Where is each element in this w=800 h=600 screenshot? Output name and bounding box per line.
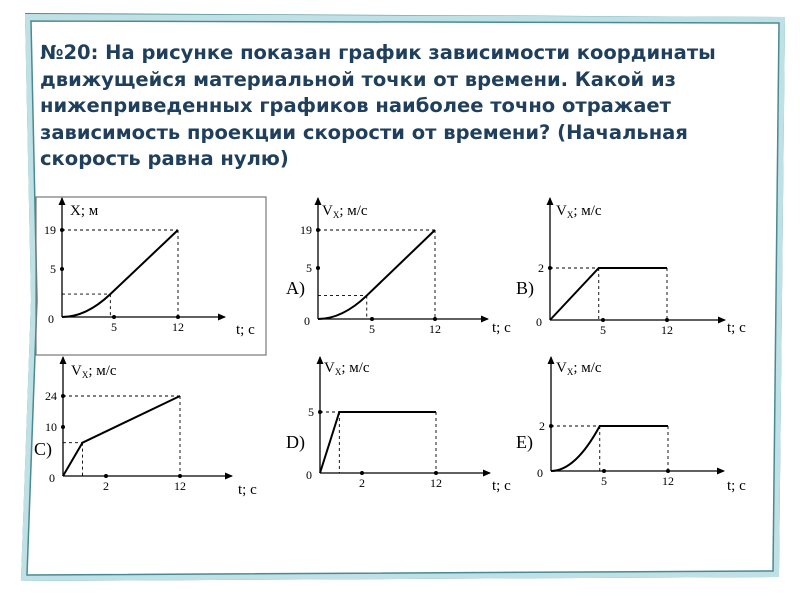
y-tick-dot	[548, 266, 552, 270]
option-label: C)	[34, 439, 52, 459]
y-tick-dot	[61, 425, 65, 429]
x-tick-dot	[602, 469, 606, 473]
x-tick-label: 5	[369, 322, 375, 336]
option-label: E)	[516, 432, 533, 452]
x-tick-dot	[178, 474, 182, 478]
x-tick-label: 12	[661, 323, 673, 337]
y-tick-label: 10	[45, 420, 57, 434]
x-tick-dot	[601, 318, 605, 322]
x-tick-label: 12	[172, 320, 184, 334]
x-tick-dot	[360, 471, 364, 475]
y-axis-label: $V_X$; м/с	[324, 360, 370, 377]
y-tick-label: 19	[44, 223, 56, 237]
y-axis-label: $V_X$; м/с	[556, 203, 602, 220]
x-axis-label: t; с	[238, 482, 257, 498]
y-tick-label: 5	[308, 405, 314, 419]
y-tick-label: 19	[300, 223, 312, 237]
x-axis-label: t; с	[492, 320, 511, 336]
origin-label: 0	[306, 468, 312, 482]
y-tick-dot	[549, 424, 553, 428]
x-tick-dot	[433, 317, 437, 321]
graph-b	[516, 198, 746, 337]
origin-label: 0	[304, 314, 310, 328]
x-axis-label: t; с	[236, 322, 255, 338]
y-tick-label: 2	[539, 419, 545, 433]
y-tick-dot	[61, 394, 65, 398]
x-tick-label: 12	[430, 476, 442, 490]
x-tick-label: 12	[429, 322, 441, 336]
graph-c	[34, 357, 257, 498]
origin-label: 0	[536, 315, 542, 329]
x-tick-label: 2	[359, 476, 365, 490]
origin-label: 0	[537, 466, 543, 480]
y-tick-label: 5	[50, 262, 56, 276]
graph-given	[36, 197, 266, 355]
graph-d	[286, 357, 511, 494]
x-tick-dot	[104, 474, 108, 478]
y-tick-dot	[318, 410, 322, 414]
origin-label: 0	[49, 471, 55, 485]
x-tick-dot	[176, 315, 180, 319]
x-tick-dot	[370, 317, 374, 321]
x-axis-label: t; с	[492, 478, 511, 494]
option-label: D)	[286, 432, 305, 452]
graph-curve	[550, 268, 667, 320]
graph-a	[286, 198, 511, 336]
y-tick-label: 2	[538, 261, 544, 275]
question-text: №20: На рисунке показан график зависимости координаты движущейся материальной точки от времени. Какой из нижеприведенных графиков наиболее точно отражает зависимость проекции скорости от времени? (Начальная скорость равна нулю)	[40, 41, 716, 170]
y-axis-label: $V_X$; м/с	[556, 360, 602, 377]
y-axis-label: $V_X$; м/с	[322, 203, 368, 220]
graph-curve	[320, 412, 436, 473]
x-tick-label: 2	[103, 479, 109, 493]
y-tick-dot	[60, 228, 64, 232]
origin-label: 0	[48, 312, 54, 326]
graph-curve	[63, 396, 180, 476]
y-tick-dot	[316, 228, 320, 232]
option-label: B)	[516, 278, 534, 298]
y-axis-label: $V_X$; м/с	[71, 363, 117, 380]
y-tick-dot	[60, 267, 64, 271]
y-axis-label: X; м	[70, 203, 99, 219]
graph-frame	[36, 197, 266, 355]
x-tick-dot	[434, 471, 438, 475]
graph-curve	[62, 230, 178, 317]
x-axis-label: t; с	[727, 478, 746, 494]
x-tick-label: 5	[600, 323, 606, 337]
x-tick-dot	[665, 318, 669, 322]
x-tick-dot	[112, 315, 116, 319]
graph-curve	[551, 426, 668, 471]
y-tick-label: 24	[45, 389, 57, 403]
x-tick-label: 12	[662, 474, 674, 488]
option-label: A)	[286, 278, 305, 298]
x-tick-label: 5	[111, 320, 117, 334]
x-tick-label: 12	[174, 479, 186, 493]
x-tick-dot	[666, 469, 670, 473]
graph-curve	[318, 230, 435, 319]
x-axis-label: t; с	[727, 320, 746, 336]
x-tick-label: 5	[601, 474, 607, 488]
y-tick-label: 5	[306, 261, 312, 275]
graph-e	[516, 357, 746, 494]
y-tick-dot	[316, 266, 320, 270]
